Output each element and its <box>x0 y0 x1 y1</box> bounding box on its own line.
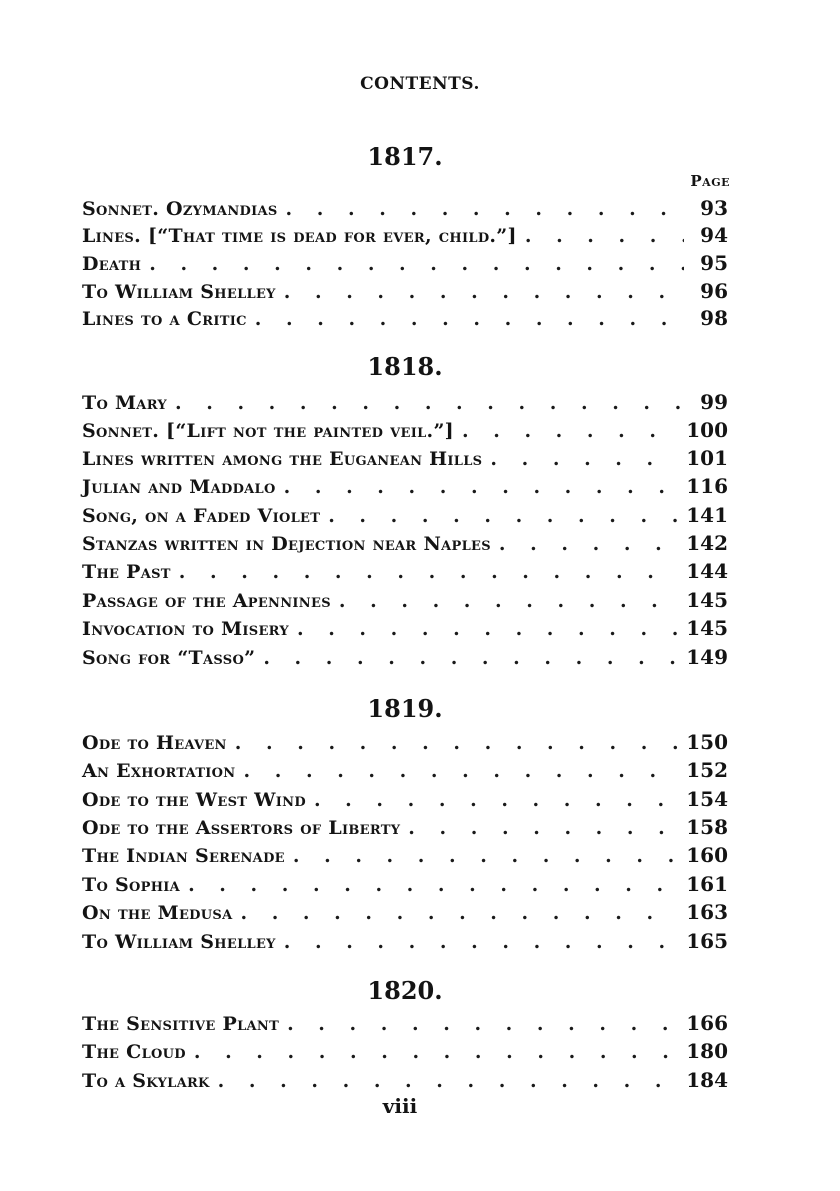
toc-entry <box>82 588 728 616</box>
toc-entry <box>82 730 728 758</box>
toc-entry <box>82 616 728 644</box>
dot-leader <box>179 561 678 583</box>
entry-page: 93 <box>700 196 728 220</box>
toc-entry <box>82 900 728 928</box>
entry-page: 161 <box>686 872 728 896</box>
running-head: CONTENTS. <box>360 74 480 94</box>
dot-leader <box>462 420 678 442</box>
entry-title: Sonnet. [“Lift not the painted veil.”] <box>82 420 454 442</box>
entry-title: The Indian Serenade <box>82 845 285 867</box>
entry-page: 144 <box>686 559 728 583</box>
entry-page: 165 <box>686 929 728 953</box>
entry-page: 116 <box>686 474 728 498</box>
entry-title: To William Shelley <box>82 281 276 303</box>
page-folio: viii <box>382 1094 418 1118</box>
entry-title: Sonnet. Ozymandias <box>82 198 278 220</box>
entry-title: Lines written among the Euganean Hills <box>82 448 483 470</box>
entry-title: Invocation to Misery <box>82 618 289 640</box>
entry-page: 98 <box>700 306 728 330</box>
toc-entry <box>82 645 728 673</box>
entry-title: Stanzas written in Dejection near Naples <box>82 533 491 555</box>
dot-leader <box>408 817 678 839</box>
toc-entry <box>82 390 728 418</box>
toc-entry <box>82 306 728 334</box>
toc-entry <box>82 474 728 502</box>
entry-page: 150 <box>686 730 728 754</box>
entry-page: 142 <box>686 531 728 555</box>
entry-title: Lines. [“That time is dead for ever, child.”] <box>82 225 517 247</box>
entry-title: Song, on a Faded Violet <box>82 505 321 527</box>
entry-title: To Sophia <box>82 874 181 896</box>
entry-title: Song for “Tasso” <box>82 647 256 669</box>
toc-entry <box>82 929 728 957</box>
entry-title: The Cloud <box>82 1041 186 1063</box>
dot-leader <box>175 392 684 414</box>
entry-title: On the Medusa <box>82 902 233 924</box>
page-column-label: Page <box>690 172 730 190</box>
entry-title: The Past <box>82 561 171 583</box>
toc-entry <box>82 872 728 900</box>
dot-leader <box>328 505 678 527</box>
entry-page: 95 <box>700 251 728 275</box>
entry-title: Lines to a Critic <box>82 308 247 330</box>
section-year-1817: 1817. <box>367 142 443 171</box>
entry-page: 101 <box>686 446 728 470</box>
toc-entry <box>82 787 728 815</box>
dot-leader <box>339 590 678 612</box>
toc-entry <box>82 446 728 474</box>
dot-leader <box>314 789 678 811</box>
dot-leader <box>286 198 684 220</box>
entry-page: 184 <box>686 1068 728 1092</box>
entry-title: Julian and Maddalo <box>82 476 276 498</box>
dot-leader <box>149 253 684 275</box>
entry-page: 166 <box>686 1011 728 1035</box>
dot-leader <box>194 1041 678 1063</box>
entry-page: 149 <box>686 645 728 669</box>
toc-entry <box>82 531 728 559</box>
entry-title: Ode to the West Wind <box>82 789 306 811</box>
entry-page: 99 <box>700 390 728 414</box>
dot-leader <box>244 760 679 782</box>
dot-leader <box>284 476 679 498</box>
entry-page: 154 <box>686 787 728 811</box>
section-year-1818: 1818. <box>367 352 443 381</box>
section-year-1820: 1820. <box>367 976 443 1005</box>
entry-page: 145 <box>686 588 728 612</box>
dot-leader <box>297 618 678 640</box>
section-year-1819: 1819. <box>367 694 443 723</box>
entry-title: To Mary <box>82 392 167 414</box>
dot-leader <box>525 225 684 247</box>
entry-title: Ode to the Assertors of Liberty <box>82 817 401 839</box>
dot-leader <box>218 1070 679 1092</box>
entry-title: To a Skylark <box>82 1070 210 1092</box>
entry-page: 94 <box>700 223 728 247</box>
entry-title: Ode to Heaven <box>82 732 227 754</box>
toc-entry <box>82 503 728 531</box>
toc-entry <box>82 1039 728 1067</box>
dot-leader <box>255 308 684 330</box>
dot-leader <box>235 732 679 754</box>
entry-title: Passage of the Apennines <box>82 590 331 612</box>
toc-entry <box>82 1011 728 1039</box>
toc-entry <box>82 279 728 307</box>
toc-entry <box>82 758 728 786</box>
dot-leader <box>263 647 678 669</box>
entry-title: The Sensitive Plant <box>82 1013 280 1035</box>
entry-page: 163 <box>686 900 728 924</box>
entry-title: To William Shelley <box>82 931 276 953</box>
dot-leader <box>293 845 678 867</box>
dot-leader <box>499 533 678 555</box>
toc-entry <box>82 1068 728 1096</box>
entry-page: 180 <box>686 1039 728 1063</box>
entry-page: 158 <box>686 815 728 839</box>
dot-leader <box>284 281 684 303</box>
toc-entry <box>82 418 728 446</box>
entry-page: 145 <box>686 616 728 640</box>
entry-page: 152 <box>686 758 728 782</box>
dot-leader <box>490 448 678 470</box>
toc-entry <box>82 196 728 224</box>
entry-page: 100 <box>686 418 728 442</box>
entry-title: Death <box>82 253 142 275</box>
dot-leader <box>188 874 678 896</box>
toc-entry <box>82 815 728 843</box>
toc-entry <box>82 559 728 587</box>
dot-leader <box>284 931 679 953</box>
dot-leader <box>240 902 678 924</box>
entry-title: An Exhortation <box>82 760 236 782</box>
entry-page: 160 <box>686 843 728 867</box>
dot-leader <box>287 1013 678 1035</box>
toc-entry <box>82 251 728 279</box>
entry-page: 141 <box>686 503 728 527</box>
toc-entry <box>82 843 728 871</box>
entry-page: 96 <box>700 279 728 303</box>
toc-entry <box>82 223 728 251</box>
